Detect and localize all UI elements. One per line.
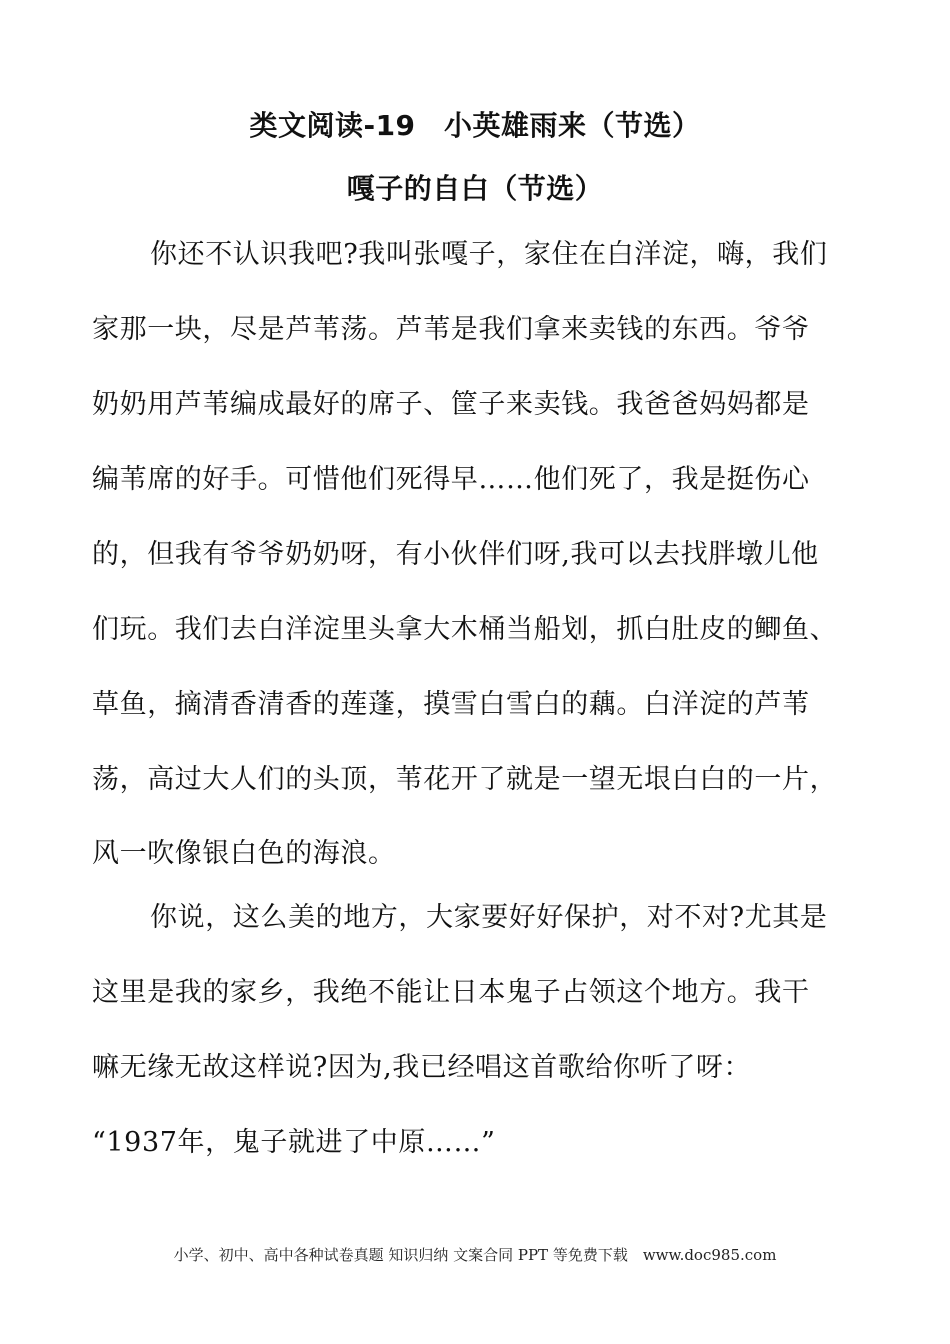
paragraph-line: 奶奶用芦苇编成最好的席子、筐子来卖钱。我爸爸妈妈都是 bbox=[92, 389, 810, 420]
paragraph-line: 这里是我的家乡，我绝不能让日本鬼子占领这个地方。我干 bbox=[92, 977, 810, 1008]
document-title: 类文阅读-19 小英雄雨来（节选） bbox=[249, 109, 701, 142]
paragraph-line: 嘛无缘无故这样说?因为,我已经唱这首歌给你听了呀： bbox=[92, 1052, 752, 1083]
paragraph-line: 你说，这么美的地方，大家要好好保护，对不对?尤其是 bbox=[150, 902, 828, 933]
paragraph-line: 你还不认识我吧?我叫张嘎子，家住在白洋淀，嗨，我们 bbox=[150, 239, 828, 270]
document-subtitle: 嘎子的自白（节选） bbox=[346, 172, 604, 205]
paragraph-line: 编苇席的好手。可惜他们死得早……他们死了，我是挺伤心 bbox=[92, 464, 810, 495]
paragraph-line: 的，但我有爷爷奶奶呀，有小伙伴们呀,我可以去找胖墩儿他 bbox=[92, 539, 819, 570]
paragraph-line: 家那一块，尽是芦苇荡。芦苇是我们拿来卖钱的东西。爷爷 bbox=[92, 314, 810, 345]
paragraph-line: “1937年，鬼子就进了中原……” bbox=[92, 1127, 496, 1158]
paragraph-line: 风一吹像银白色的海浪。 bbox=[92, 838, 396, 869]
paragraph-line: 们玩。我们去白洋淀里头拿大木桶当船划，抓白肚皮的鲫鱼、 bbox=[92, 614, 838, 645]
paragraph-line: 草鱼，摘清香清香的莲蓬，摸雪白雪白的藕。白洋淀的芦苇 bbox=[92, 689, 810, 720]
footer-text: 小学、初中、高中各种试卷真题 知识归纳 文案合同 PPT 等免费下载 www.doc985.com bbox=[173, 1246, 777, 1264]
paragraph-line: 荡，高过大人们的头顶，苇花开了就是一望无垠白白的一片， bbox=[92, 764, 838, 795]
